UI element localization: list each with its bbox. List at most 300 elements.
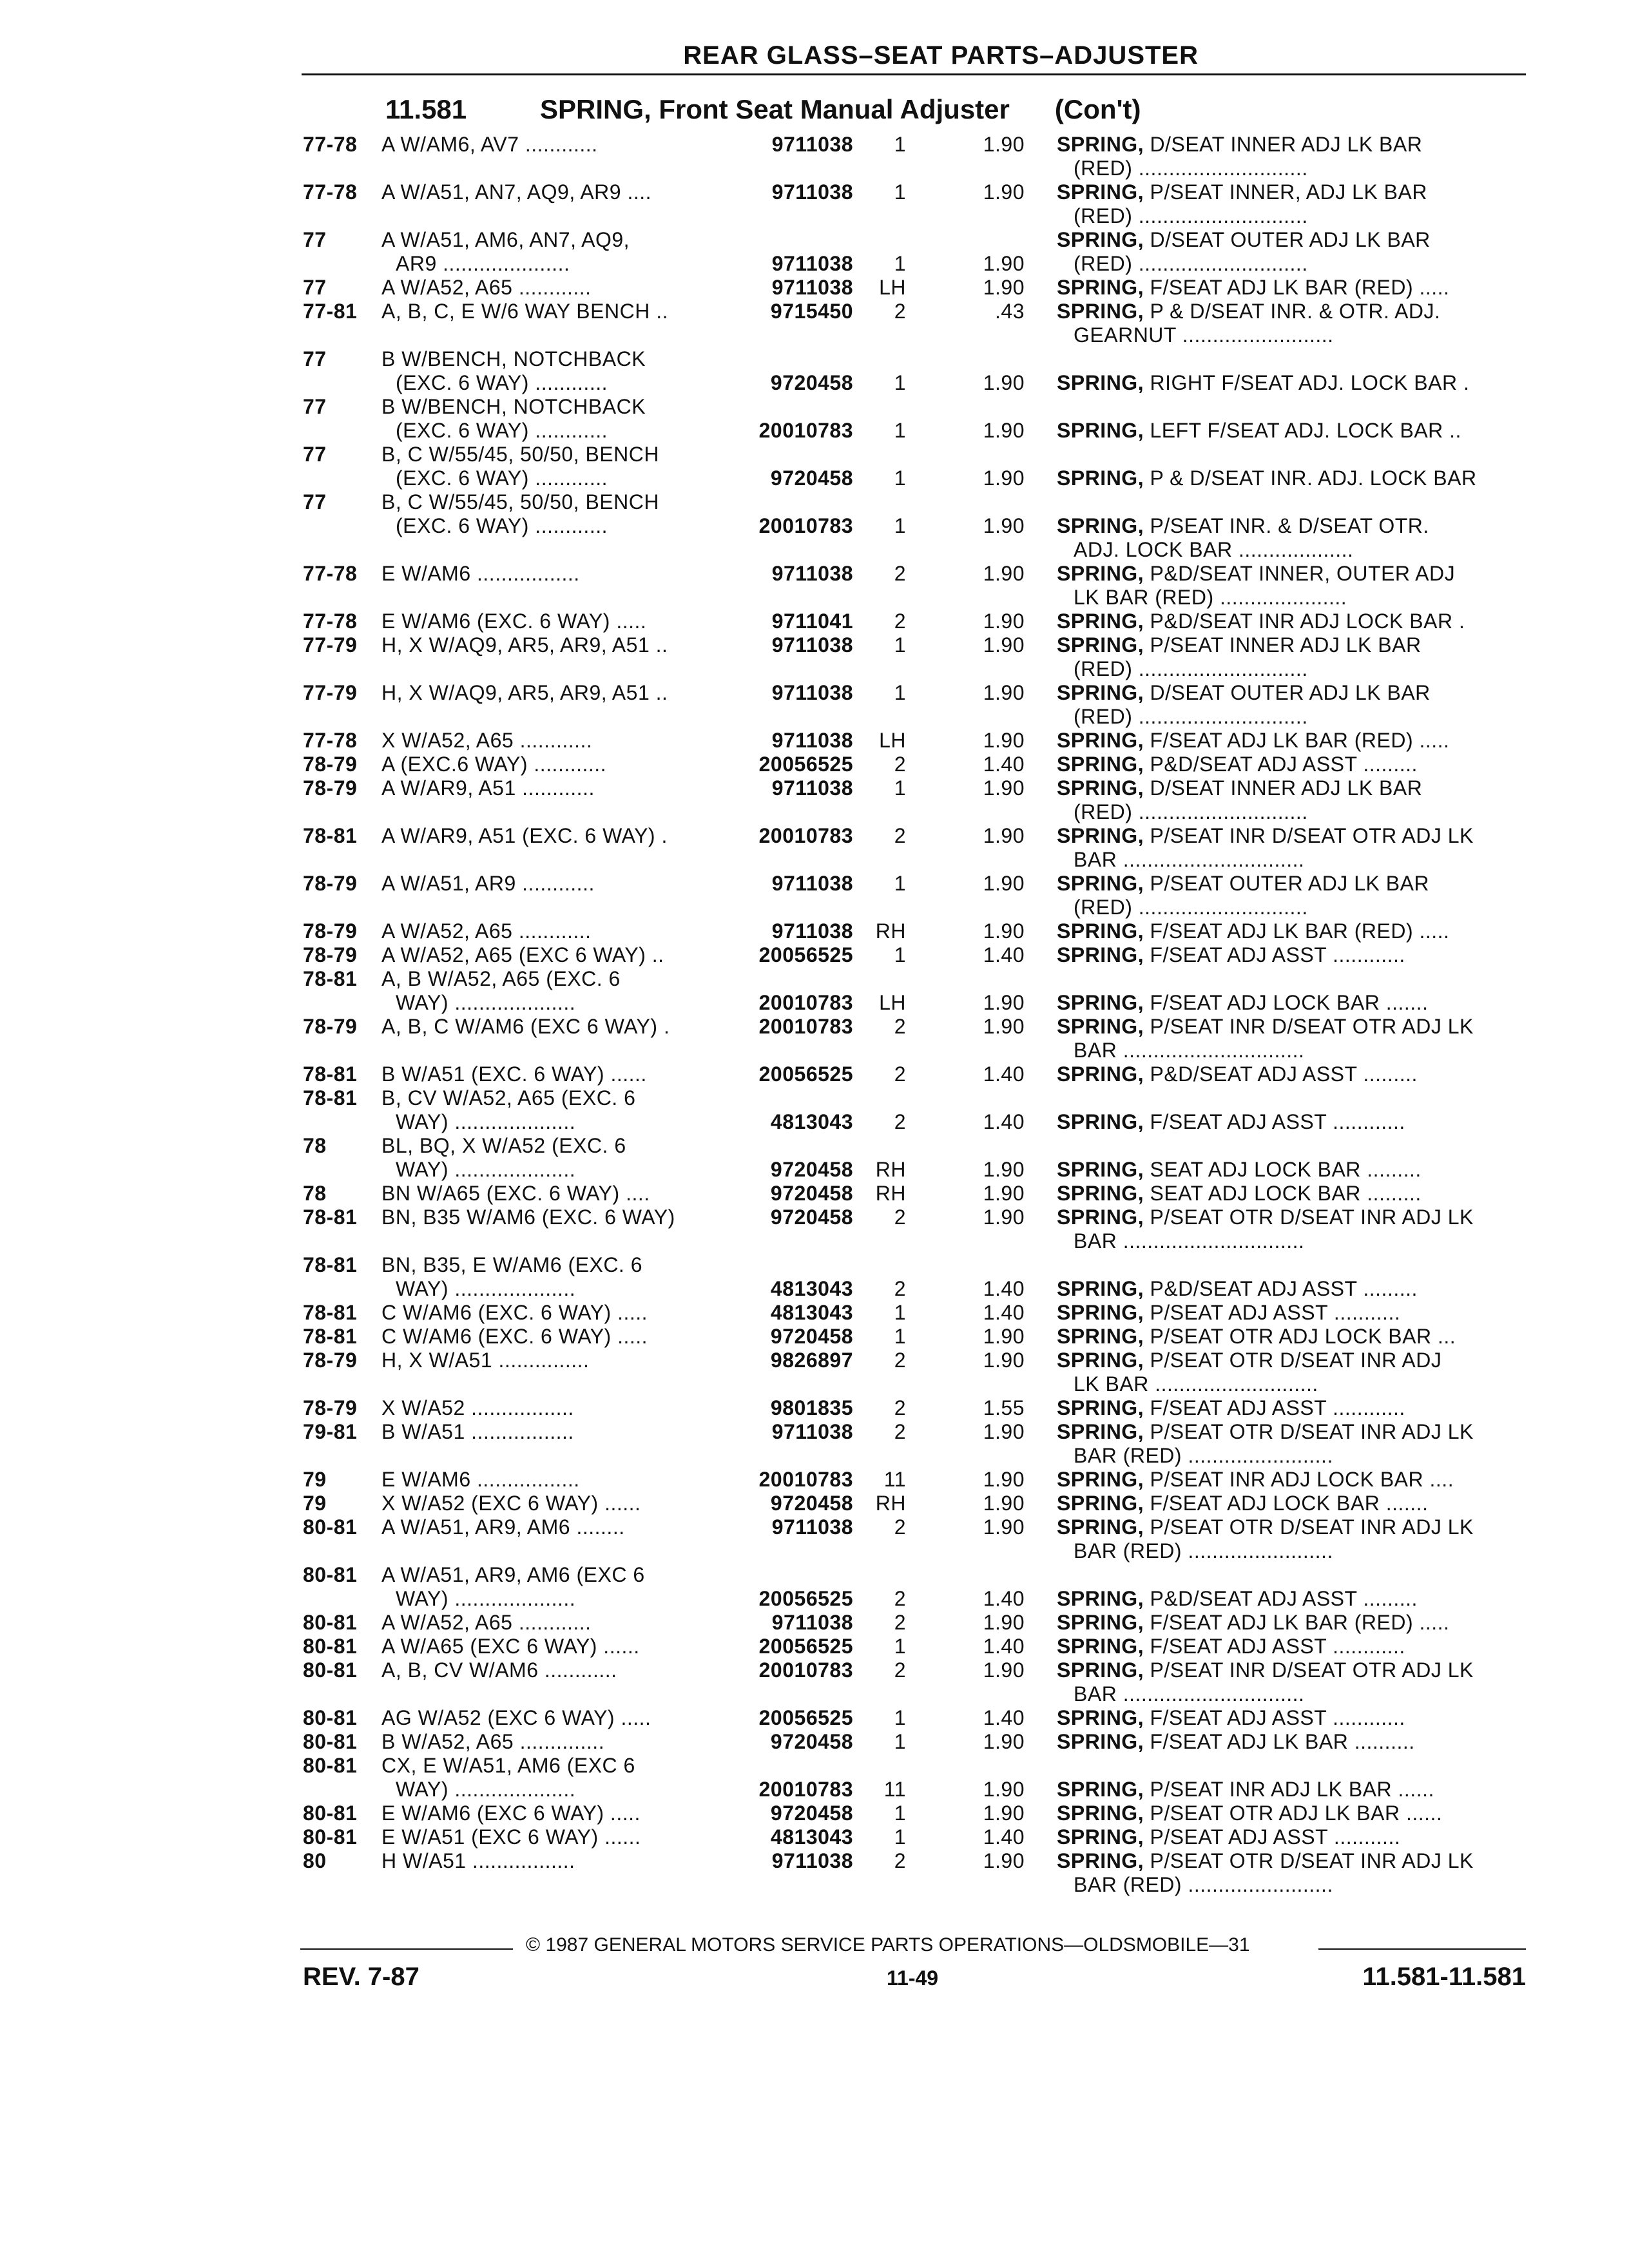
model-application: A W/A65 (EXC 6 WAY) ...... [381,1635,640,1658]
part-description: SPRING, P/SEAT OTR D/SEAT INR ADJ LK [1057,1206,1474,1229]
price: 1.90 [983,1182,1025,1205]
table-row [0,1134,1629,1182]
price: 1.90 [983,729,1025,752]
price: 1.90 [983,1158,1025,1181]
model-application: BN, B35 W/AM6 (EXC. 6 WAY) [381,1206,675,1229]
model-application: AR9 ..................... [396,252,570,275]
table-row [0,1563,1629,1611]
model-application: H, X W/AQ9, AR5, AR9, A51 .. [381,681,668,704]
model-year: 78-81 [303,1086,358,1110]
model-application: H, X W/AQ9, AR5, AR9, A51 .. [381,633,668,657]
part-number: 9715450 [770,300,853,323]
model-application: A W/AR9, A51 (EXC. 6 WAY) . [381,824,668,847]
price: 1.90 [983,371,1025,394]
model-application: A, B, C W/AM6 (EXC 6 WAY) . [381,1015,670,1038]
part-number: 9720458 [770,1158,853,1181]
quantity: 1 [894,872,906,895]
part-number: 20056525 [758,753,853,776]
part-number: 4813043 [770,1277,853,1300]
table-row [0,1062,1629,1086]
model-application: BN, B35, E W/AM6 (EXC. 6 [381,1253,642,1276]
part-description: SPRING, P&D/SEAT ADJ ASST ......... [1057,1062,1418,1086]
model-application: WAY) .................... [396,1158,576,1181]
model-year: 78-79 [303,943,358,966]
quantity: 1 [894,133,906,156]
quantity: 1 [894,1825,906,1849]
quantity: 2 [894,1349,906,1372]
price: 1.90 [983,276,1025,299]
part-number: 20010783 [758,1468,853,1491]
quantity: 2 [894,1110,906,1133]
model-application: BL, BQ, X W/A52 (EXC. 6 [381,1134,626,1157]
part-description: SPRING, P/SEAT INR D/SEAT OTR ADJ LK [1057,1658,1474,1682]
model-year: 78-79 [303,1396,358,1419]
quantity: RH [875,1492,906,1515]
table-row [0,967,1629,1015]
part-description: SPRING, F/SEAT ADJ LK BAR (RED) ..... [1057,276,1450,299]
model-year: 79 [303,1492,327,1515]
price: 1.40 [983,1277,1025,1300]
part-number: 9711038 [771,180,853,204]
part-description: SPRING, F/SEAT ADJ LOCK BAR ....... [1057,1492,1429,1515]
footer-rule-right [1318,1948,1526,1950]
table-row [0,1802,1629,1825]
part-number: 9711038 [771,729,853,752]
model-application: A W/AM6, AV7 ............ [381,133,598,156]
quantity: 2 [894,1515,906,1539]
footer-page-number: 11-49 [887,1966,939,1990]
table-row [0,1658,1629,1706]
price: 1.90 [983,1611,1025,1634]
model-application: B W/A51 (EXC. 6 WAY) ...... [381,1062,647,1086]
part-number: 9711038 [771,133,853,156]
part-number: 9720458 [770,1206,853,1229]
price: 1.90 [983,1015,1025,1038]
part-description: SPRING, F/SEAT ADJ ASST ............ [1057,943,1405,966]
part-description: SPRING, P/SEAT INR. & D/SEAT OTR. [1057,514,1429,537]
part-number: 9711038 [771,776,853,800]
model-year: 78-79 [303,919,358,943]
table-row [0,1015,1629,1062]
quantity: LH [879,991,906,1014]
part-number: 9711038 [771,252,853,275]
model-year: 80-81 [303,1563,358,1586]
part-description: SPRING, P&D/SEAT ADJ ASST ......... [1057,1277,1418,1300]
price: 1.90 [983,610,1025,633]
part-number: 20010783 [758,824,853,847]
part-description: BAR .............................. [1074,1682,1305,1706]
model-application: A W/A52, A65 ............ [381,919,592,943]
model-application: A W/A51, AN7, AQ9, AR9 .... [381,180,652,204]
part-description: SPRING, F/SEAT ADJ ASST ............ [1057,1635,1405,1658]
quantity: 1 [894,1301,906,1324]
part-number: 9801835 [770,1396,853,1419]
price: 1.90 [983,1492,1025,1515]
model-application: A, B W/A52, A65 (EXC. 6 [381,967,621,990]
price: 1.90 [983,824,1025,847]
price: 1.90 [983,180,1025,204]
part-description: SPRING, F/SEAT ADJ ASST ............ [1057,1110,1405,1133]
model-year: 77 [303,443,327,466]
model-year: 77 [303,395,327,418]
quantity: 1 [894,180,906,204]
price: 1.55 [983,1396,1025,1419]
part-number: 9711038 [771,562,853,585]
quantity: 2 [894,1611,906,1634]
model-year: 80-81 [303,1802,358,1825]
price: 1.40 [983,1825,1025,1849]
part-number: 9711038 [771,1611,853,1634]
model-year: 78-81 [303,1301,358,1324]
model-application: WAY) .................... [396,1587,576,1610]
table-row [0,776,1629,824]
part-description: SPRING, P & D/SEAT INR. ADJ. LOCK BAR [1057,466,1477,490]
model-year: 78-81 [303,1325,358,1348]
part-description: SPRING, P/SEAT INNER ADJ LK BAR [1057,633,1422,657]
model-application: E W/AM6 (EXC. 6 WAY) ..... [381,610,647,633]
model-application: WAY) .................... [396,1778,576,1801]
part-description: SPRING, D/SEAT INNER ADJ LK BAR [1057,776,1423,800]
part-description: SPRING, D/SEAT OUTER ADJ LK BAR [1057,228,1431,251]
table-row [0,1349,1629,1396]
part-number: 20010783 [758,1015,853,1038]
table-row [0,1396,1629,1420]
price: 1.90 [983,419,1025,442]
model-year: 77-78 [303,729,358,752]
part-description: SPRING, P/SEAT ADJ ASST ........... [1057,1825,1401,1849]
table-row [0,1253,1629,1301]
model-application: A W/A52, A65 ............ [381,1611,592,1634]
quantity: 2 [894,1587,906,1610]
price: 1.90 [983,1325,1025,1348]
quantity: 1 [894,681,906,704]
part-number: 20010783 [758,1778,853,1801]
part-description: BAR .............................. [1074,848,1305,871]
table-row [0,919,1629,943]
part-number: 9711038 [771,872,853,895]
price: 1.40 [983,1301,1025,1324]
part-description: SPRING, P&D/SEAT INR ADJ LOCK BAR . [1057,610,1465,633]
quantity: 1 [894,371,906,394]
model-application: (EXC. 6 WAY) ............ [396,371,608,394]
model-application: E W/A51 (EXC 6 WAY) ...... [381,1825,641,1849]
table-row [0,1182,1629,1206]
price: 1.90 [983,1658,1025,1682]
model-year: 80-81 [303,1730,358,1753]
footer-copyright: © 1987 GENERAL MOTORS SERVICE PARTS OPERATIONS—OLDSMOBILE—31 [526,1934,1250,1956]
model-application: A W/A51, AR9 ............ [381,872,595,895]
quantity: 11 [883,1778,906,1801]
model-application: B, C W/55/45, 50/50, BENCH [381,490,659,514]
part-description: BAR .............................. [1074,1039,1305,1062]
price: 1.90 [983,1206,1025,1229]
part-description: (RED) ............................ [1074,157,1308,180]
part-description: SPRING, P/SEAT ADJ ASST ........... [1057,1301,1401,1324]
part-description: SPRING, P/SEAT INR D/SEAT OTR ADJ LK [1057,824,1474,847]
quantity: 1 [894,943,906,966]
part-number: 9711038 [771,1515,853,1539]
quantity: 2 [894,610,906,633]
model-application: A W/AR9, A51 ............ [381,776,595,800]
model-year: 77 [303,490,327,514]
model-year: 80-81 [303,1658,358,1682]
model-year: 78-79 [303,1349,358,1372]
model-year: 78-81 [303,1062,358,1086]
part-number: 9720458 [770,466,853,490]
part-number: 9720458 [770,1492,853,1515]
quantity: 2 [894,1849,906,1872]
quantity: 1 [894,419,906,442]
model-application: B W/A52, A65 .............. [381,1730,605,1753]
model-application: C W/AM6 (EXC. 6 WAY) ..... [381,1325,648,1348]
model-year: 80-81 [303,1825,358,1849]
part-description: ADJ. LOCK BAR ................... [1074,538,1354,561]
model-application: H, X W/A51 ............... [381,1349,590,1372]
price: 1.90 [983,1778,1025,1801]
model-application: C W/AM6 (EXC. 6 WAY) ..... [381,1301,648,1324]
part-number: 9711038 [771,919,853,943]
part-description: BAR .............................. [1074,1229,1305,1253]
part-number: 9711038 [771,681,853,704]
part-number: 20010783 [758,514,853,537]
quantity: 1 [894,514,906,537]
model-application: WAY) .................... [396,991,576,1014]
part-number: 9711038 [771,633,853,657]
part-description: SPRING, F/SEAT ADJ ASST ............ [1057,1396,1405,1419]
part-number: 9720458 [770,1730,853,1753]
quantity: 1 [894,1730,906,1753]
part-number: 9711041 [771,610,853,633]
price: 1.90 [983,1849,1025,1872]
part-description: SPRING, P/SEAT OTR ADJ LK BAR ...... [1057,1802,1443,1825]
model-year: 79-81 [303,1420,358,1443]
price: 1.90 [983,919,1025,943]
model-year: 80-81 [303,1635,358,1658]
model-application: A W/A52, A65 ............ [381,276,592,299]
part-description: SPRING, P/SEAT OTR D/SEAT INR ADJ LK [1057,1420,1474,1443]
part-description: SPRING, P/SEAT INR ADJ LOCK BAR .... [1057,1468,1454,1491]
model-year: 77-78 [303,180,358,204]
part-description: SPRING, P&D/SEAT INNER, OUTER ADJ [1057,562,1456,585]
table-row [0,300,1629,347]
model-application: (EXC. 6 WAY) ............ [396,419,608,442]
price: 1.90 [983,776,1025,800]
quantity: 2 [894,824,906,847]
part-number: 20056525 [758,1062,853,1086]
model-application: B W/BENCH, NOTCHBACK [381,395,646,418]
part-description: (RED) ............................ [1074,252,1308,275]
part-number: 9711038 [771,276,853,299]
quantity: 2 [894,1396,906,1419]
part-description: (RED) ............................ [1074,800,1308,823]
model-year: 78 [303,1134,327,1157]
part-description: SPRING, D/SEAT INNER ADJ LK BAR [1057,133,1423,156]
table-row [0,1730,1629,1754]
table-row [0,443,1629,490]
quantity: RH [875,919,906,943]
price: 1.90 [983,681,1025,704]
part-number: 9720458 [770,371,853,394]
part-description: SPRING, F/SEAT ADJ LK BAR (RED) ..... [1057,1611,1450,1634]
price: 1.90 [983,514,1025,537]
model-year: 77 [303,276,327,299]
model-year: 78-79 [303,776,358,800]
table-row [0,180,1629,228]
part-description: SPRING, P/SEAT OTR D/SEAT INR ADJ LK [1057,1515,1474,1539]
quantity: 1 [894,466,906,490]
model-application: WAY) .................... [396,1110,576,1133]
quantity: RH [875,1182,906,1205]
price: 1.90 [983,1420,1025,1443]
model-year: 78 [303,1182,327,1205]
model-application: B, C W/55/45, 50/50, BENCH [381,443,659,466]
quantity: 1 [894,633,906,657]
table-row [0,633,1629,681]
table-row [0,133,1629,180]
part-description: SPRING, P&D/SEAT ADJ ASST ......... [1057,753,1418,776]
part-description: SPRING, P/SEAT OTR ADJ LOCK BAR ... [1057,1325,1456,1348]
part-number: 20010783 [758,991,853,1014]
price: 1.90 [983,1802,1025,1825]
part-number: 9720458 [770,1325,853,1348]
model-year: 78-79 [303,1015,358,1038]
quantity: RH [875,1158,906,1181]
part-number: 4813043 [770,1301,853,1324]
part-number: 20010783 [758,1658,853,1682]
part-description: SPRING, P/SEAT OUTER ADJ LK BAR [1057,872,1430,895]
part-number: 20056525 [758,1587,853,1610]
model-application: WAY) .................... [396,1277,576,1300]
part-number: 20010783 [758,419,853,442]
table-row [0,1086,1629,1134]
price: 1.90 [983,133,1025,156]
table-row [0,753,1629,776]
quantity: 1 [894,776,906,800]
model-application: E W/AM6 (EXC 6 WAY) ..... [381,1802,641,1825]
part-description: SPRING, P/SEAT OTR D/SEAT INR ADJ [1057,1349,1442,1372]
quantity: 2 [894,1206,906,1229]
section-title: SPRING, Front Seat Manual Adjuster [540,94,1010,124]
model-year: 77-78 [303,610,358,633]
model-application: BN W/A65 (EXC. 6 WAY) .... [381,1182,650,1205]
footer-rule-left [300,1948,513,1950]
table-row [0,1825,1629,1849]
table-row [0,824,1629,872]
quantity: 2 [894,1420,906,1443]
part-description: LK BAR ........................... [1074,1372,1318,1396]
model-year: 78-79 [303,872,358,895]
table-row [0,1468,1629,1492]
table-row [0,276,1629,300]
part-number: 9826897 [770,1349,853,1372]
model-year: 77-81 [303,300,358,323]
quantity: 1 [894,1802,906,1825]
price: 1.90 [983,991,1025,1014]
table-row [0,1754,1629,1802]
model-year: 77-78 [303,133,358,156]
model-application: (EXC. 6 WAY) ............ [396,466,608,490]
model-year: 80-81 [303,1611,358,1634]
model-year: 79 [303,1468,327,1491]
model-application: A W/A51, AM6, AN7, AQ9, [381,228,630,251]
quantity: 2 [894,1015,906,1038]
page-header-title: REAR GLASS–SEAT PARTS–ADJUSTER [683,41,1199,70]
quantity: LH [879,276,906,299]
part-description: SPRING, P & D/SEAT INR. & OTR. ADJ. [1057,300,1441,323]
model-application: A W/A52, A65 (EXC 6 WAY) .. [381,943,664,966]
quantity: 1 [894,252,906,275]
price: 1.40 [983,1706,1025,1729]
part-description: GEARNUT ......................... [1074,323,1334,347]
model-year: 80-81 [303,1515,358,1539]
table-row [0,347,1629,395]
price: 1.90 [983,633,1025,657]
part-description: (RED) ............................ [1074,657,1308,680]
table-row [0,1849,1629,1897]
model-year: 80 [303,1849,327,1872]
quantity: 1 [894,1325,906,1348]
table-row [0,1706,1629,1730]
price: 1.90 [983,466,1025,490]
table-row [0,1635,1629,1658]
table-row [0,729,1629,753]
part-number: 9720458 [770,1802,853,1825]
model-application: A, B, C, E W/6 WAY BENCH .. [381,300,668,323]
model-year: 77-79 [303,681,358,704]
model-application: B W/BENCH, NOTCHBACK [381,347,646,370]
table-row [0,610,1629,633]
part-number: 4813043 [770,1825,853,1849]
part-number: 9711038 [771,1420,853,1443]
part-number: 20056525 [758,943,853,966]
table-row [0,943,1629,967]
table-row [0,1492,1629,1515]
part-description: SPRING, F/SEAT ADJ LK BAR (RED) ..... [1057,919,1450,943]
table-row [0,228,1629,276]
table-row [0,1611,1629,1635]
model-year: 78-81 [303,1206,358,1229]
price: 1.90 [983,1730,1025,1753]
part-number: 9711038 [771,1849,853,1872]
part-description: SPRING, D/SEAT OUTER ADJ LK BAR [1057,681,1431,704]
price: 1.90 [983,252,1025,275]
price: 1.90 [983,562,1025,585]
section-number: 11.581 [385,94,467,124]
part-description: SPRING, F/SEAT ADJ LK BAR .......... [1057,1730,1415,1753]
model-application: A, B, CV W/AM6 ............ [381,1658,617,1682]
model-year: 78-81 [303,1253,358,1276]
model-application: B, CV W/A52, A65 (EXC. 6 [381,1086,636,1110]
model-application: A W/A51, AR9, AM6 (EXC 6 [381,1563,645,1586]
part-description: (RED) ............................ [1074,705,1308,728]
table-row [0,1301,1629,1325]
header-rule [302,73,1526,75]
table-row [0,1206,1629,1253]
price: 1.40 [983,1062,1025,1086]
model-application: B W/A51 ................. [381,1420,574,1443]
quantity: 1 [894,1706,906,1729]
part-description: SPRING, P&D/SEAT ADJ ASST ......... [1057,1587,1418,1610]
quantity: 2 [894,753,906,776]
price: 1.40 [983,1110,1025,1133]
table-row [0,1325,1629,1349]
model-application: E W/AM6 ................. [381,562,580,585]
part-description: BAR (RED) ........................ [1074,1444,1333,1467]
section-heading [385,90,1141,129]
quantity: 2 [894,1658,906,1682]
part-description: SPRING, SEAT ADJ LOCK BAR ......... [1057,1158,1422,1181]
model-application: (EXC. 6 WAY) ............ [396,514,608,537]
